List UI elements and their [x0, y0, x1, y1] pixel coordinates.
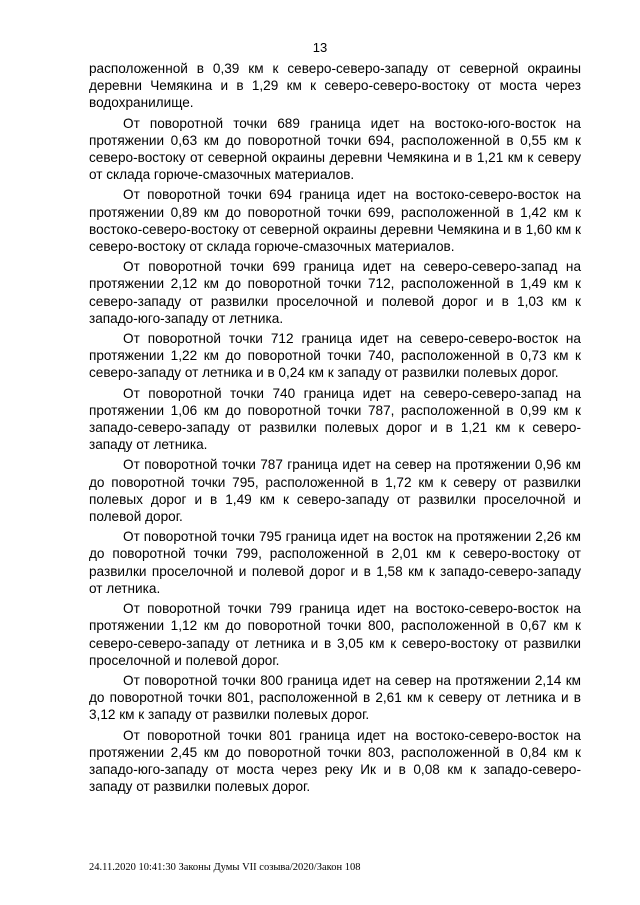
paragraph: От поворотной точки 787 граница идет на север на протяжении 0,96 км до поворотной точки 795, расположенной в 1,72 км к северу от развилки полевых дорог и в 1,49 км к северо-западу от развилки проселочной и полевой дорог.	[89, 457, 581, 525]
paragraph: От поворотной точки 689 граница идет на востоко-юго-восток на протяжении 0,63 км до поворотной точки 694, расположенной в 0,55 км к северо-востоку от северной окраины деревни Чемякина и в 1,21 км к северу от склада горюче-смазочных материалов.	[89, 115, 581, 183]
paragraph: От поворотной точки 712 граница идет на северо-северо-восток на протяжении 1,22 км до поворотной точки 740, расположенной в 0,73 км к северо-западу от летника и в 0,24 км к западу от развилки полевых дорог.	[89, 331, 581, 381]
document-body	[89, 60, 581, 798]
paragraph: От поворотной точки 800 граница идет на север на протяжении 2,14 км до поворотной точки 801, расположенной в 2,61 км к северу от летника и в 3,12 км к западу от развилки полевых дорог.	[89, 672, 581, 723]
document-footer: 24.11.2020 10:41:30 Законы Думы VII созыва/2020/Закон 108	[89, 862, 361, 873]
paragraph: От поворотной точки 799 граница идет на востоко-северо-восток на протяжении 1,12 км до поворотной точки 800, расположенной в 0,67 км к северо-северо-западу от летника и в 3,05 км к северо-востоку от развилки проселочной и полевой дорог.	[89, 601, 581, 668]
paragraph: расположенной в 0,39 км к северо-северо-западу от северной окраины деревни Чемякина и в 1,29 км к северо-северо-востоку от моста через водохранилище.	[89, 61, 581, 111]
paragraph: От поворотной точки 801 граница идет на востоко-северо-восток на протяжении 2,45 км до поворотной точки 803, расположенной в 0,84 км к западо-юго-западу от моста через реку Ик и в 0,08 км к западо-северо-западу от развилки полевых дорог.	[89, 727, 581, 795]
paragraph: От поворотной точки 795 граница идет на восток на протяжении 2,26 км до поворотной точки 799, расположенной в 2,01 км к северо-востоку от развилки проселочной и полевой дорог и в 1,58 км к западо-северо-западу от летника.	[89, 529, 581, 596]
paragraph: От поворотной точки 740 граница идет на северо-северо-запад на протяжении 1,06 км до поворотной точки 787, расположенной в 0,99 км к западо-северо-западу от развилки полевых дорог и в 1,21 км к северо-западу от летника.	[89, 385, 581, 453]
page-number: 13	[312, 40, 328, 55]
paragraph: От поворотной точки 694 граница идет на востоко-северо-восток на протяжении 0,89 км до поворотной точки 699, расположенной в 1,42 км к востоко-северо-востоку от северной окраины деревни Чемякина и в 1,60 км к северо-востоку от склада горюче-смазочных материалов.	[89, 187, 581, 255]
paragraph: От поворотной точки 699 граница идет на северо-северо-запад на протяжении 2,12 км до поворотной точки 712, расположенной в 1,49 км к северо-западу от развилки проселочной и полевой дорог и в 1,03 км к западо-юго-западу от летника.	[89, 259, 581, 326]
